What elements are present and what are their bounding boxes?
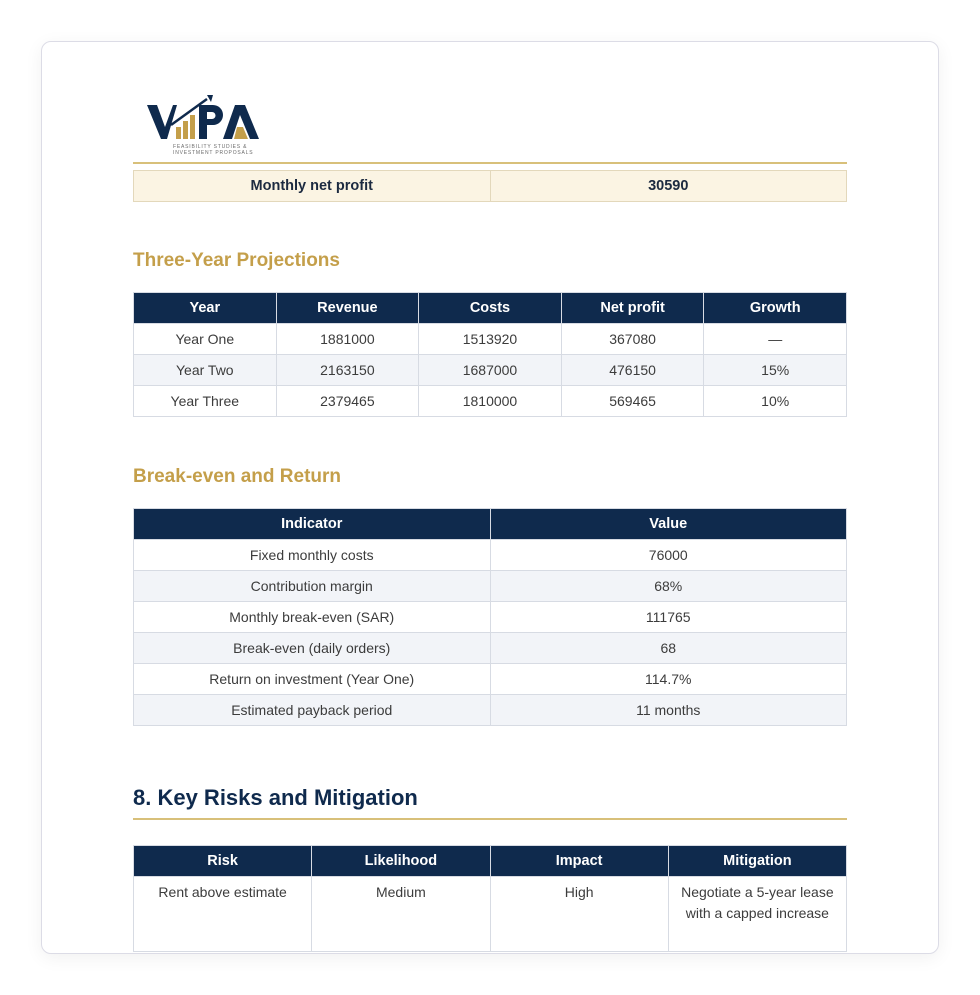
- table-header-row: [134, 846, 847, 877]
- table-row: [134, 355, 847, 386]
- table-cell: 1513920: [419, 324, 562, 355]
- column-header: Year: [134, 293, 277, 324]
- table-cell: 1687000: [419, 355, 562, 386]
- breakeven-table: [133, 508, 847, 726]
- table-cell: Fixed monthly costs: [134, 540, 491, 571]
- logo-letter-v: [147, 105, 177, 139]
- logo-bar-2: [183, 121, 188, 139]
- table-cell: 114.7%: [490, 664, 847, 695]
- risks-table: [133, 845, 847, 952]
- table-cell: 10%: [704, 386, 847, 417]
- section-title-risks: 8. Key Risks and Mitigation: [133, 785, 418, 810]
- table-cell: Negotiate a 5-year lease with a capped increase: [668, 877, 846, 952]
- column-header: Indicator: [134, 509, 491, 540]
- table-cell: Monthly break-even (SAR): [134, 602, 491, 633]
- table-cell: Estimated payback period: [134, 695, 491, 726]
- header-divider: [133, 162, 847, 164]
- column-header: Mitigation: [668, 846, 846, 877]
- section-title-breakeven: Break-even and Return: [133, 466, 342, 487]
- table-cell: Rent above estimate: [134, 877, 312, 952]
- table-row: [134, 386, 847, 417]
- projections-table: [133, 292, 847, 417]
- table-cell: 2163150: [276, 355, 419, 386]
- table-cell: Break-even (daily orders): [134, 633, 491, 664]
- table-row: [134, 324, 847, 355]
- column-header: Costs: [419, 293, 562, 324]
- table-cell: Contribution margin: [134, 571, 491, 602]
- table-cell: 367080: [561, 324, 704, 355]
- risks-title-divider: [133, 818, 847, 820]
- summary-label: Monthly net profit: [134, 171, 491, 202]
- logo-arrow-head: [207, 95, 213, 102]
- table-cell: —: [704, 324, 847, 355]
- table-header-row: [134, 293, 847, 324]
- table-header-row: [134, 509, 847, 540]
- monthly-net-profit-table: [133, 170, 847, 202]
- table-cell: 76000: [490, 540, 847, 571]
- table-cell: 68: [490, 633, 847, 664]
- table-cell: 476150: [561, 355, 704, 386]
- table-row: [134, 664, 847, 695]
- column-header: Value: [490, 509, 847, 540]
- column-header: Impact: [490, 846, 668, 877]
- logo-bar-3: [190, 115, 195, 139]
- summary-row: [134, 171, 847, 202]
- logo-bar-1: [176, 127, 181, 139]
- table-cell: 11 months: [490, 695, 847, 726]
- table-row: [134, 877, 847, 952]
- table-cell: 1810000: [419, 386, 562, 417]
- vipa-logo: [147, 93, 277, 163]
- table-row: [134, 633, 847, 664]
- table-row: [134, 540, 847, 571]
- column-header: Risk: [134, 846, 312, 877]
- column-header: Revenue: [276, 293, 419, 324]
- table-cell: 68%: [490, 571, 847, 602]
- table-cell: High: [490, 877, 668, 952]
- table-cell: Medium: [312, 877, 490, 952]
- table-row: [134, 695, 847, 726]
- table-row: [134, 571, 847, 602]
- table-cell: Return on investment (Year One): [134, 664, 491, 695]
- table-cell: Year Three: [134, 386, 277, 417]
- table-cell: 1881000: [276, 324, 419, 355]
- table-cell: Year One: [134, 324, 277, 355]
- logo-tagline-2: INVESTMENT PROPOSALS: [173, 150, 254, 156]
- column-header: Likelihood: [312, 846, 490, 877]
- column-header: Growth: [704, 293, 847, 324]
- document-page: [41, 41, 939, 954]
- table-row: [134, 602, 847, 633]
- summary-value: 30590: [490, 171, 847, 202]
- logo-tagline-1: FEASIBILITY STUDIES &: [173, 144, 248, 150]
- table-cell: 2379465: [276, 386, 419, 417]
- table-cell: Year Two: [134, 355, 277, 386]
- column-header: Net profit: [561, 293, 704, 324]
- section-title-projections: Three-Year Projections: [133, 250, 340, 271]
- logo-letter-p: [199, 105, 223, 139]
- table-cell: 111765: [490, 602, 847, 633]
- table-cell: 569465: [561, 386, 704, 417]
- table-cell: 15%: [704, 355, 847, 386]
